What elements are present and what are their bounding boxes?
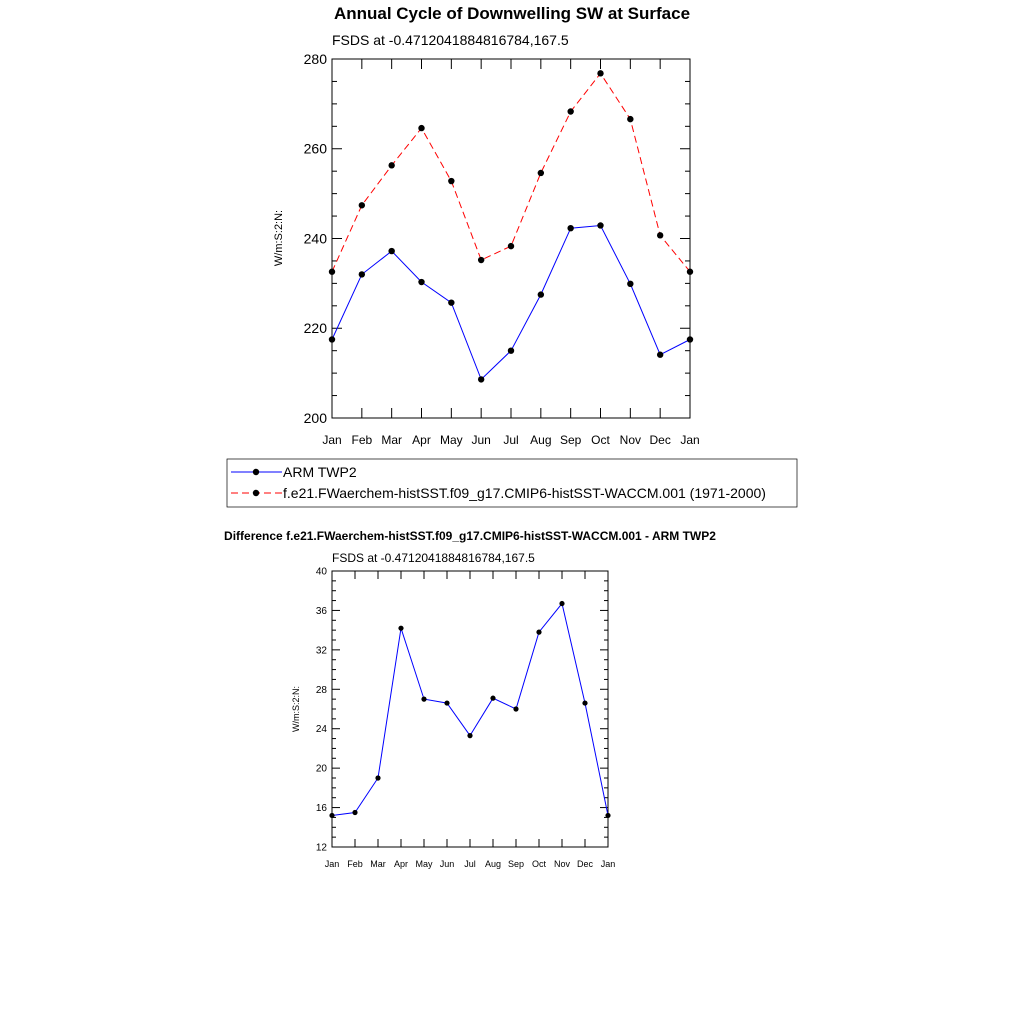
series-1-point (538, 170, 544, 176)
ytick-label: 32 (315, 645, 327, 657)
chart2-plot-frame (332, 571, 608, 847)
series-0-point (421, 697, 426, 702)
xtick-label: Oct (591, 433, 610, 447)
series-0-point (490, 696, 495, 701)
chart2-ytick-labels (316, 567, 328, 854)
xtick-label: Oct (531, 859, 547, 869)
xtick-label: Jul (464, 859, 476, 869)
series-0-point (398, 626, 403, 631)
chart2-xtick-labels (325, 859, 616, 869)
xtick-label: Apr (393, 859, 409, 869)
series-1-point (418, 125, 424, 131)
xtick-label: Aug (530, 433, 552, 447)
series-0-point (329, 336, 335, 342)
xtick-label: Jan (322, 433, 342, 447)
xtick-label: Nov (553, 859, 571, 869)
series-0-point (448, 299, 454, 305)
xtick-label: Jan (600, 859, 616, 869)
xtick-label: Aug (484, 859, 502, 869)
series-1-point (657, 232, 663, 238)
xtick-label: Dec (649, 433, 671, 447)
series-1-point (687, 269, 693, 275)
chart2-ylabel: W/m:S:2:N: (291, 685, 301, 733)
ytick-label: 220 (303, 320, 327, 337)
series-1-point (448, 178, 454, 184)
series-1-point (508, 243, 514, 249)
xtick-label: Dec (576, 859, 594, 869)
xtick-label: Jul (503, 433, 519, 447)
chart1-ticks (332, 59, 690, 418)
series-0-point (559, 601, 564, 606)
series-0-point (627, 281, 633, 287)
xtick-label: Feb (347, 859, 363, 869)
series-1-point (359, 202, 365, 208)
series-0-point (467, 733, 472, 738)
series-0-point (388, 248, 394, 254)
xtick-label: Jun (471, 433, 491, 447)
ytick-label: 40 (315, 566, 327, 578)
legend-label-0: ARM TWP2 (283, 464, 357, 480)
xtick-label: Sep (507, 859, 525, 869)
series-0-point (352, 810, 357, 815)
series-0-point (567, 225, 573, 231)
chart1-series (329, 70, 693, 382)
ytick-label: 260 (303, 140, 327, 157)
series-0-point (597, 222, 603, 228)
series-0-point (513, 706, 518, 711)
series-1-point (627, 116, 633, 122)
ytick-label: 12 (315, 842, 327, 854)
series-0-point (536, 630, 541, 635)
chart2-title: Difference f.e21.FWaerchem-histSST.f09_g17.CMIP6-histSST-WACCM.001 - ARM TWP2 (224, 529, 716, 543)
xtick-label: Nov (619, 433, 642, 447)
ytick-label: 240 (303, 230, 327, 247)
xtick-label: Apr (412, 433, 431, 447)
series-1-point (329, 269, 335, 275)
series-0-point (444, 700, 449, 705)
xtick-label: Mar (381, 433, 403, 447)
xtick-label: Jun (439, 859, 455, 869)
ytick-label: 280 (303, 50, 327, 67)
xtick-label: Jan (680, 433, 700, 447)
ytick-label: 200 (303, 409, 327, 426)
xtick-label: May (439, 433, 463, 447)
chart1-title: Annual Cycle of Downwelling SW at Surface (333, 4, 691, 23)
chart2-series (329, 601, 610, 818)
series-line-0 (332, 604, 608, 816)
series-0-point (687, 336, 693, 342)
legend-label-1: f.e21.FWaerchem-histSST.f09_g17.CMIP6-histSST-WACCM.001 (1971-2000) (283, 485, 766, 501)
series-0-point (657, 352, 663, 358)
series-line-1 (332, 73, 690, 271)
series-0-point (375, 775, 380, 780)
series-0-point (605, 813, 610, 818)
series-0-point (329, 813, 334, 818)
series-0-point (359, 271, 365, 277)
series-1-point (388, 162, 394, 168)
chart1-ytick-labels (304, 51, 328, 426)
ytick-label: 28 (315, 684, 327, 696)
chart2-ticks (332, 571, 608, 847)
xtick-label: Jan (324, 859, 340, 869)
xtick-label: May (415, 859, 433, 869)
series-0-point (582, 700, 587, 705)
series-1-point (597, 70, 603, 76)
series-0-point (538, 291, 544, 297)
ytick-label: 20 (315, 763, 327, 775)
chart1-plot-frame (332, 59, 690, 418)
series-1-point (567, 108, 573, 114)
legend-marker-0 (253, 469, 259, 475)
xtick-label: Feb (351, 433, 373, 447)
chart1-ylabel: W/m:S:2:N: (273, 209, 285, 267)
series-0-point (508, 347, 514, 353)
chart1-xtick-labels (322, 433, 699, 447)
series-1-point (478, 257, 484, 263)
chart1-subtitle: FSDS at -0.4712041884816784,167.5 (332, 32, 569, 48)
chart2-subtitle: FSDS at -0.4712041884816784,167.5 (332, 551, 535, 565)
ytick-label: 36 (315, 605, 327, 617)
ytick-label: 16 (315, 803, 327, 815)
legend-marker-1 (253, 490, 259, 496)
xtick-label: Sep (559, 433, 582, 447)
xtick-label: Mar (370, 859, 386, 869)
ytick-label: 24 (315, 724, 327, 736)
series-0-point (478, 376, 484, 382)
series-0-point (418, 279, 424, 285)
